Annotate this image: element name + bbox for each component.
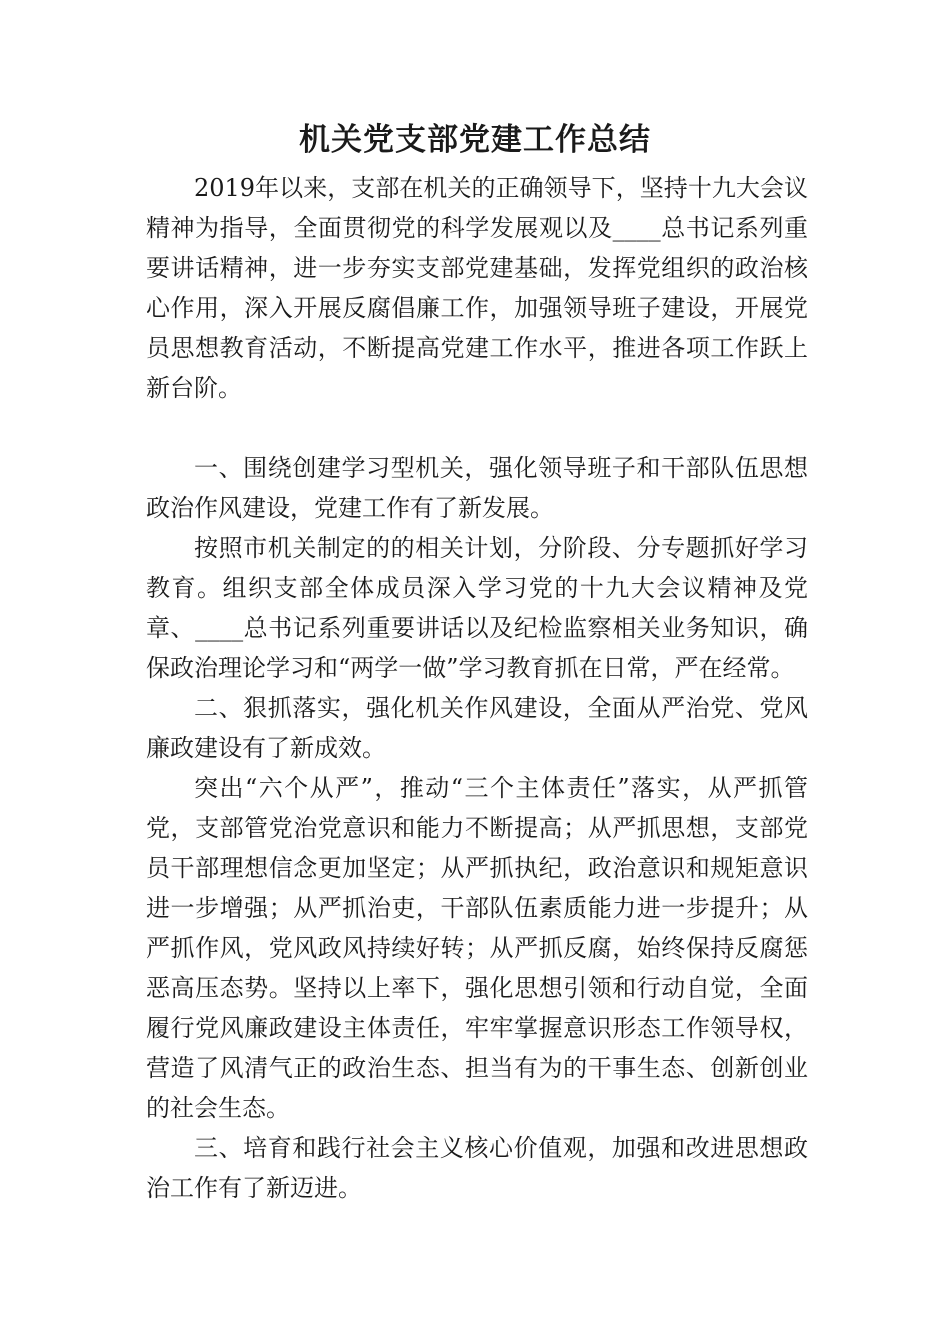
section-heading-3: 三、培育和践行社会主义核心价值观，加强和改进思想政治工作有了新迈进。: [146, 1134, 808, 1202]
section-heading-1: 一、围绕创建学习型机关，强化领导班子和干部队伍思想政治作风建设，党建工作有了新发展。: [146, 454, 808, 522]
document-body: [146, 168, 808, 1208]
intro-paragraph: 2019年以来，支部在机关的正确领导下，坚持十九大会议精神为指导，全面贯彻党的科学发展观以及____总书记系列重要讲话精神，进一步夯实支部党建基础，发挥党组织的政治核心作用，深入开展反腐倡廉工作，加强领导班子建设，开展党员思想教育活动，不断提高党建工作水平，推进各项工作跃上新台阶。: [146, 174, 808, 402]
section-body-1: 按照市机关制定的的相关计划，分阶段、分专题抓好学习教育。组织支部全体成员深入学习党的十九大会议精神及党章、____总书记系列重要讲话以及纪检监察相关业务知识，确保政治理论学习和“两学一做”学习教育抓在日常，严在经常。: [146, 534, 808, 682]
blank-line: [146, 408, 808, 448]
section-heading-2: 二、狠抓落实，强化机关作风建设，全面从严治党、党风廉政建设有了新成效。: [146, 694, 808, 762]
document-title: 机关党支部党建工作总结: [299, 122, 651, 158]
section-body-2: 突出“六个从严”，推动“三个主体责任”落实，从严抓管党，支部管党治党意识和能力不断提高；从严抓思想，支部党员干部理想信念更加坚定；从严抓执纪，政治意识和规矩意识进一步增强；从严抓治吏，干部队伍素质能力进一步提升；从严抓作风，党风政风持续好转；从严抓反腐，始终保持反腐惩恶高压态势。坚持以上率下，强化思想引领和行动自觉，全面履行党风廉政建设主体责任，牢牢掌握意识形态工作领导权，营造了风清气正的政治生态、担当有为的干事生态、创新创业的社会生态。: [146, 774, 808, 1122]
